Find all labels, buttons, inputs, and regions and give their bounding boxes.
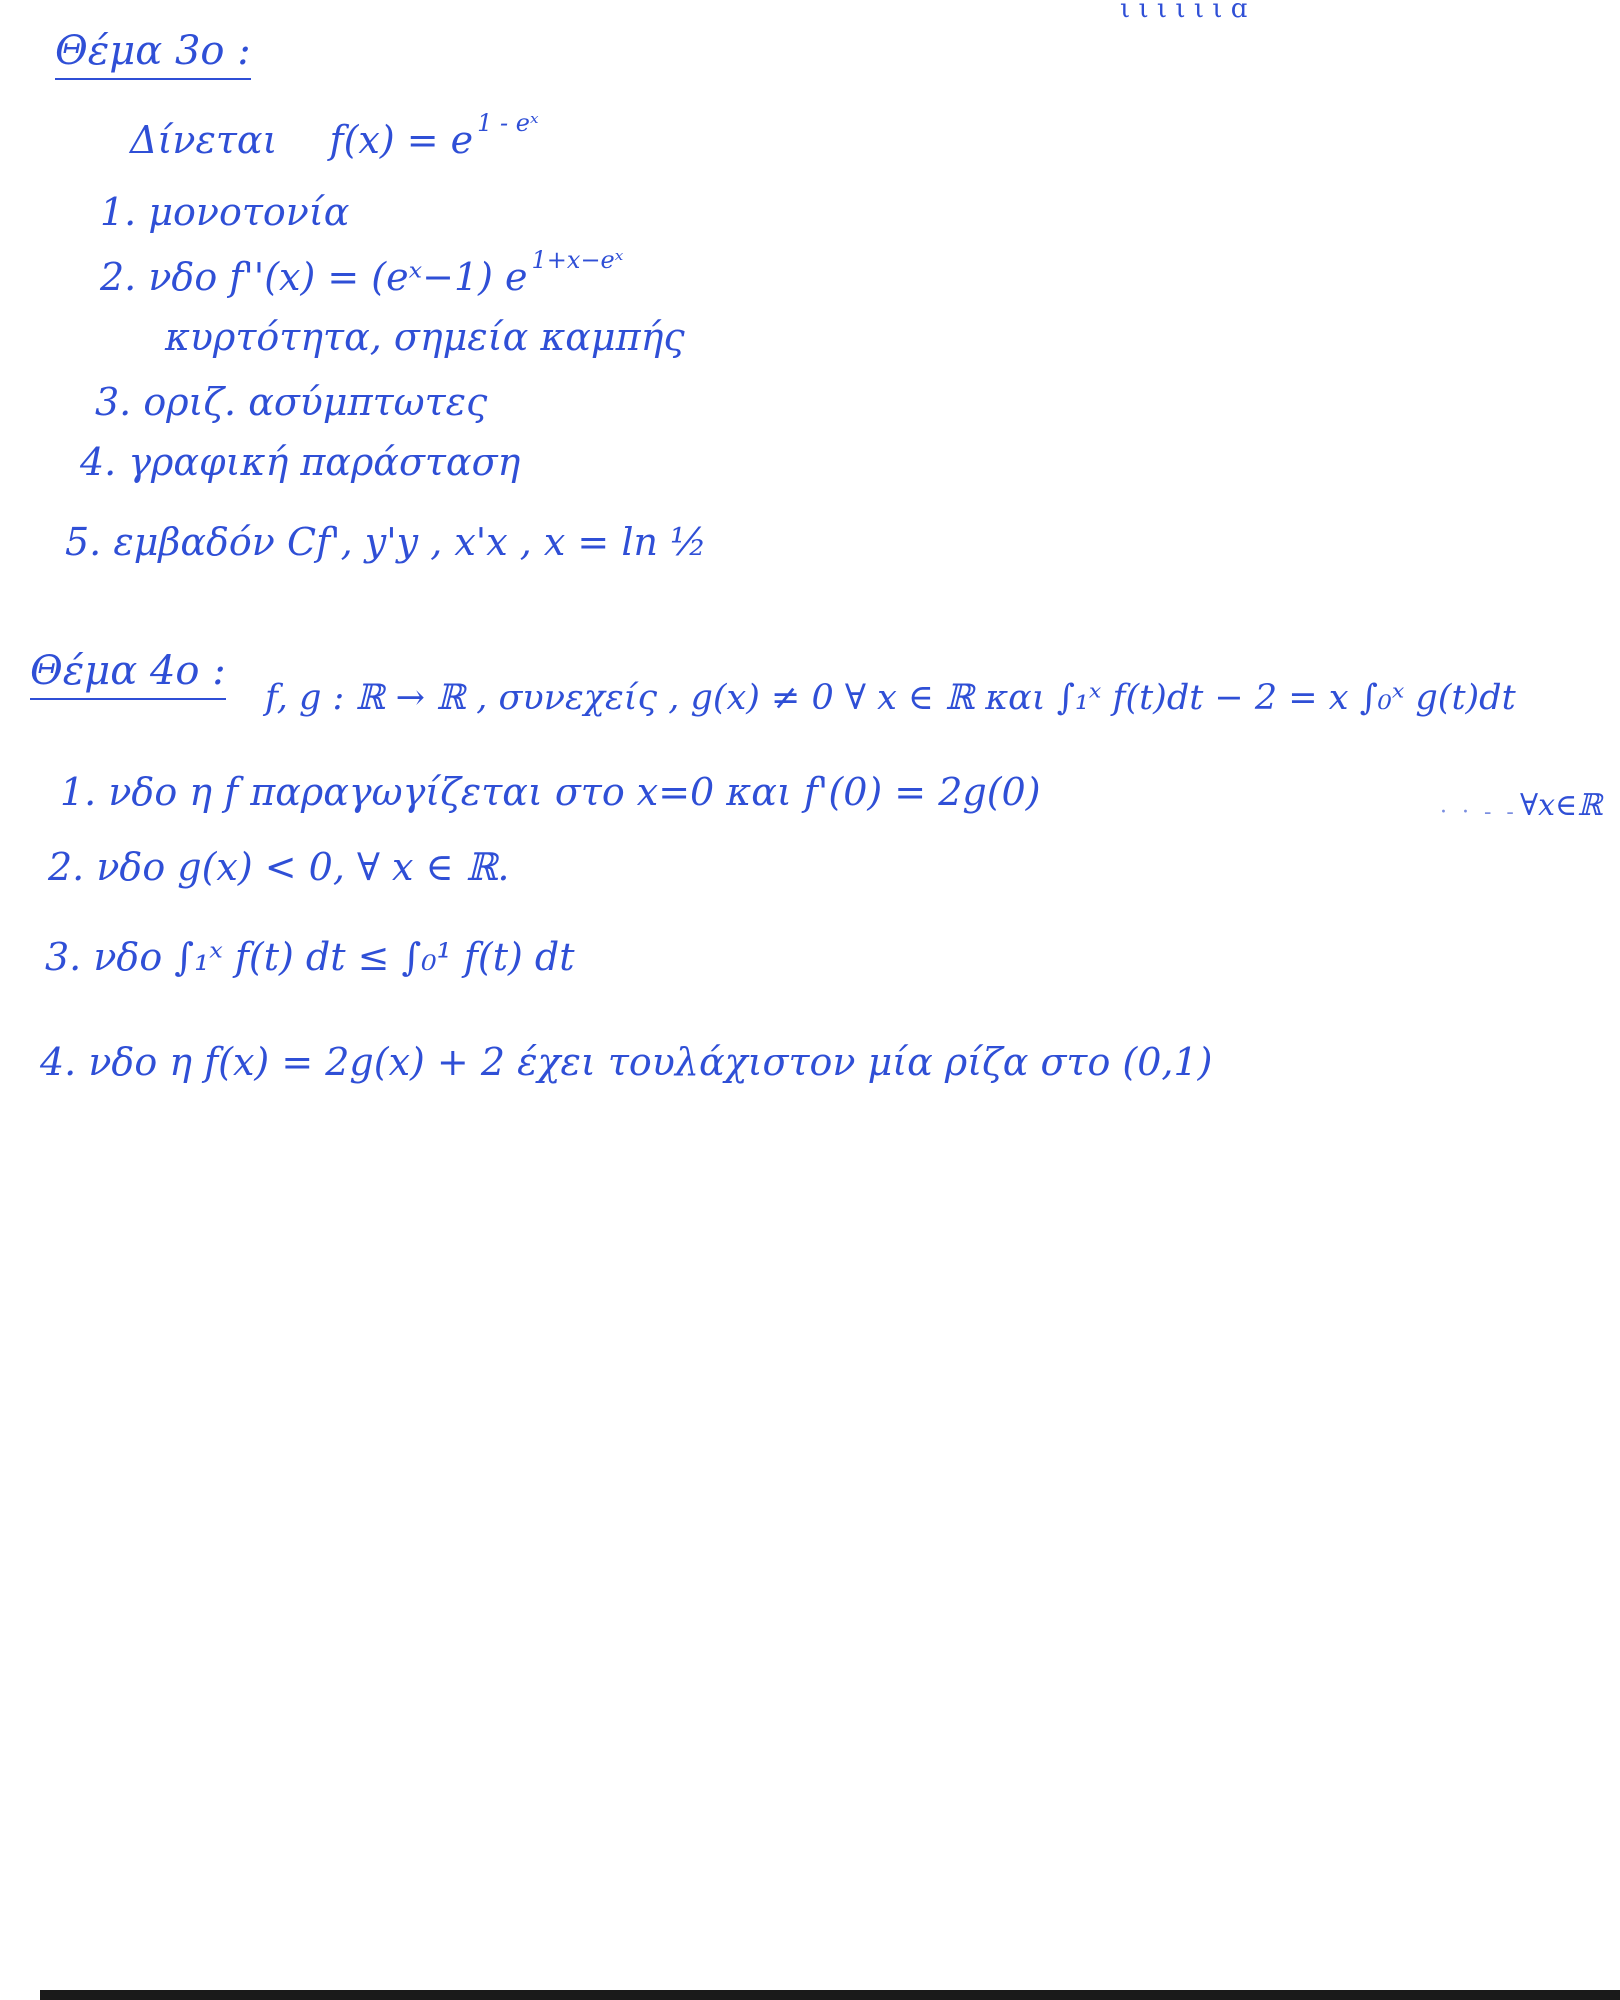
margin-dots: · · - - <box>1440 800 1518 825</box>
theme3-given-prefix: Δίνεται <box>130 118 278 162</box>
theme3-item-5: 5. εμβαδόν Cf', y'y , x'x , x = ln ½ <box>65 520 707 564</box>
theme3-item-1: 1. μονοτονία <box>100 190 350 234</box>
theme3-given-function: f(x) = e <box>329 118 474 162</box>
theme4-statement-tail: ∀x∈ℝ <box>1520 788 1603 823</box>
theme4-heading: Θέμα 4ο : <box>30 648 226 700</box>
theme4-item-4: 4. νδο η f(x) = 2g(x) + 2 έχει τουλάχιστον μία ρίζα στο (0,1) <box>40 1040 1213 1084</box>
theme4-item-2: 2. νδο g(x) < 0, ∀ x ∈ ℝ. <box>48 845 510 889</box>
theme3-given <box>130 109 539 162</box>
theme3-item-2-exponent: 1+x−eˣ <box>531 246 624 274</box>
theme3-given-exponent: 1 - eˣ <box>477 109 539 137</box>
theme3-item-3: 3. οριζ. ασύμπτωτες <box>95 380 488 424</box>
theme4-item-1: 1. νδο η f παραγωγίζεται στο x=0 και f'(0) = 2g(0) <box>60 770 1041 814</box>
theme4-statement: f, g : ℝ → ℝ , συνεχείς , g(x) ≠ 0 ∀ x ∈ ℝ και ∫₁ˣ f(t)dt − 2 = x ∫₀ˣ g(t)dt <box>265 678 1516 718</box>
scan-bottom-edge <box>0 1990 1620 2000</box>
theme3-item-2-text: 2. νδο f''(x) = (eˣ−1) e <box>100 255 528 299</box>
theme4-item-3: 3. νδο ∫₁ˣ f(t) dt ≤ ∫₀¹ f(t) dt <box>45 935 575 979</box>
theme3-item-2 <box>100 246 624 299</box>
top-edge-fragment: ι ι ι ι ι ι ɑ <box>1120 0 1248 24</box>
theme3-heading: Θέμα 3ο : <box>55 28 251 80</box>
theme3-item-2-sub: κυρτότητα, σημεία καμπής <box>165 315 685 359</box>
scan-bottom-edge-gap <box>0 1990 40 2000</box>
theme3-item-4: 4. γραφική παράσταση <box>80 440 521 484</box>
